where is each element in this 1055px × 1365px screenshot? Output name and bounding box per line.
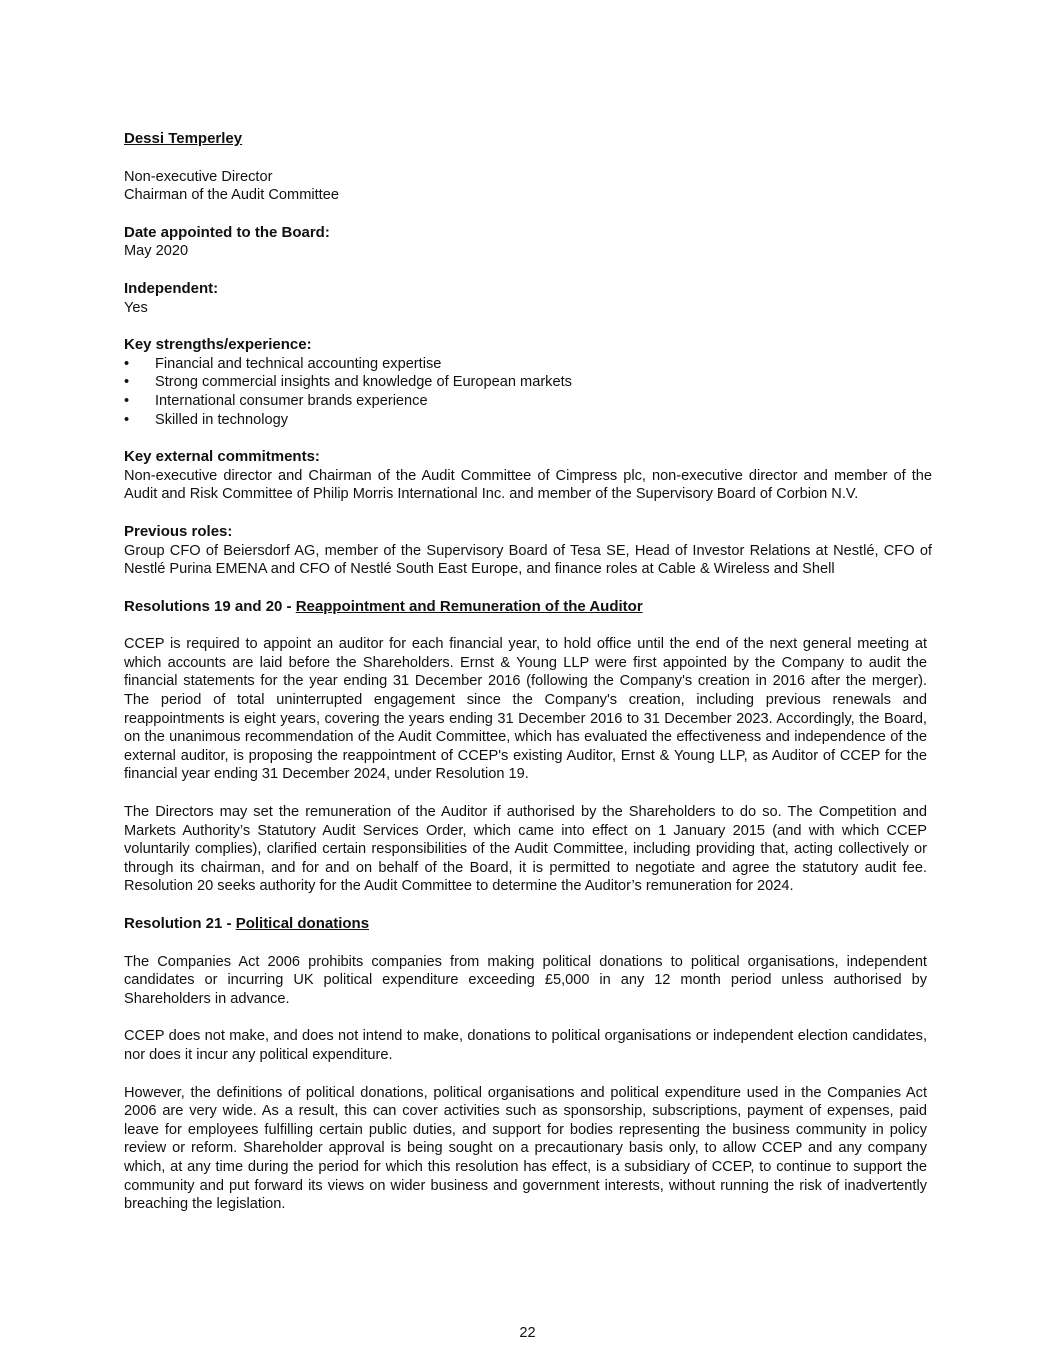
strengths-label: Key strengths/experience:	[124, 336, 312, 354]
resolution-title: Political donations	[235, 915, 370, 932]
commitments-text: Non-executive director and Chairman of the Audit Committee of Cimpress plc, non-executive director and member of the Audit and Risk Committee of Philip Morris International Inc. and member of the Supervisory Board of Corbion N.V.	[124, 467, 932, 503]
previous-roles-text: Group CFO of Beiersdorf AG, member of the Supervisory Board of Tesa SE, Head of Investor Relations at Nestlé, CFO of Nestlé Purina EMENA and CFO of Nestlé South East Europe, and finance roles at Cable & Wireless and Shell	[124, 542, 932, 578]
resolution-title: Reappointment and Remuneration of the Auditor	[295, 597, 643, 615]
strengths-list	[124, 355, 932, 429]
resolution-prefix: Resolution 21 -	[124, 915, 236, 932]
director-name: Dessi Temperley	[124, 130, 243, 147]
resolution-paragraph: CCEP is required to appoint an auditor for each financial year, to hold office until the end of the next general meeting at which accounts are laid before the Shareholders. Ernst & Young LLP were first appointed by the Company to audit the financial statements for the year ending 31 December 2016 (following the Company's creation in 2016 after the merger). The period of total uninterrupted engagement since the Company's creation, including previous renewals and reappointments is eight years, covering the years ending 31 December 2016 to 31 December 2023. Accordingly, the Board, on the unanimous recommendation of the Audit Committee, which has evaluated the effectiveness and independence of the external auditor, is proposing the reappointment of CCEP's existing Auditor, Ernst & Young LLP, as Auditor of CCEP for the financial year ending 31 December 2024, under Resolution 19.	[124, 636, 927, 783]
date-appointed-label: Date appointed to the Board:	[124, 223, 330, 241]
bullet-marker: •	[124, 374, 130, 391]
strength-text: Financial and technical accounting expertise	[155, 355, 442, 372]
list-item	[124, 355, 932, 374]
independent-label: Independent:	[124, 279, 219, 297]
date-appointed-value: May 2020	[124, 243, 189, 260]
page-number: 22	[519, 1325, 536, 1341]
resolution-prefix: Resolutions 19 and 20 -	[124, 597, 296, 615]
strength-text: Strong commercial insights and knowledge of European markets	[155, 374, 572, 391]
director-role: Non-executive Director	[124, 168, 273, 185]
resolution-19-20-heading	[124, 598, 932, 617]
strength-text: Skilled in technology	[155, 411, 289, 428]
list-item	[124, 411, 932, 430]
list-item	[124, 373, 932, 392]
previous-roles-label: Previous roles:	[124, 522, 233, 540]
resolution-paragraph: The Companies Act 2006 prohibits companies from making political donations to political organisations, independent candidates or incurring UK political expenditure exceeding £5,000 in any 12 month period unless authorised by Shareholders in advance.	[124, 953, 927, 1007]
strength-text: International consumer brands experience	[155, 392, 428, 409]
list-item	[124, 392, 932, 411]
resolution-paragraph: CCEP does not make, and does not intend to make, donations to political organisations or independent election candidates, nor does it incur any political expenditure.	[124, 1028, 927, 1063]
resolution-paragraph: The Directors may set the remuneration of the Auditor if authorised by the Shareholders to do so. The Competition and Markets Authority’s Statutory Audit Services Order, which came into effect on 1 January 2015 (and with which CCEP voluntarily complies), clarified certain responsibilities of the Audit Committee, including providing that, acting collectively or through its chairman, and for and on behalf of the Board, it is permitted to negotiate and agree the statutory audit fee. Resolution 20 seeks authority for the Audit Committee to determine the Auditor’s remuneration for 2024.	[124, 804, 927, 895]
independent-value: Yes	[124, 299, 148, 316]
director-role: Chairman of the Audit Committee	[124, 187, 339, 204]
commitments-label: Key external commitments:	[124, 448, 320, 466]
bullet-marker: •	[124, 392, 130, 409]
resolution-21-heading	[124, 915, 932, 934]
bullet-marker: •	[124, 355, 130, 372]
document-page	[124, 130, 932, 1214]
bullet-marker: •	[124, 411, 130, 428]
resolution-paragraph: However, the definitions of political donations, political organisations and political expenditure used in the Companies Act 2006 are very wide. As a result, this can cover activities such as sponsorship, subscriptions, payment of expenses, paid leave for employees fulfilling certain public duties, and support for bodies representing the business community in policy review or reform. Shareholder approval is being sought on a precautionary basis only, to allow CCEP and any company which, at any time during the period for which this resolution has effect, is a subsidiary of CCEP, to continue to support the community and put forward its views on wider business and government interests, without running the risk of inadvertently breaching the legislation.	[124, 1084, 927, 1213]
